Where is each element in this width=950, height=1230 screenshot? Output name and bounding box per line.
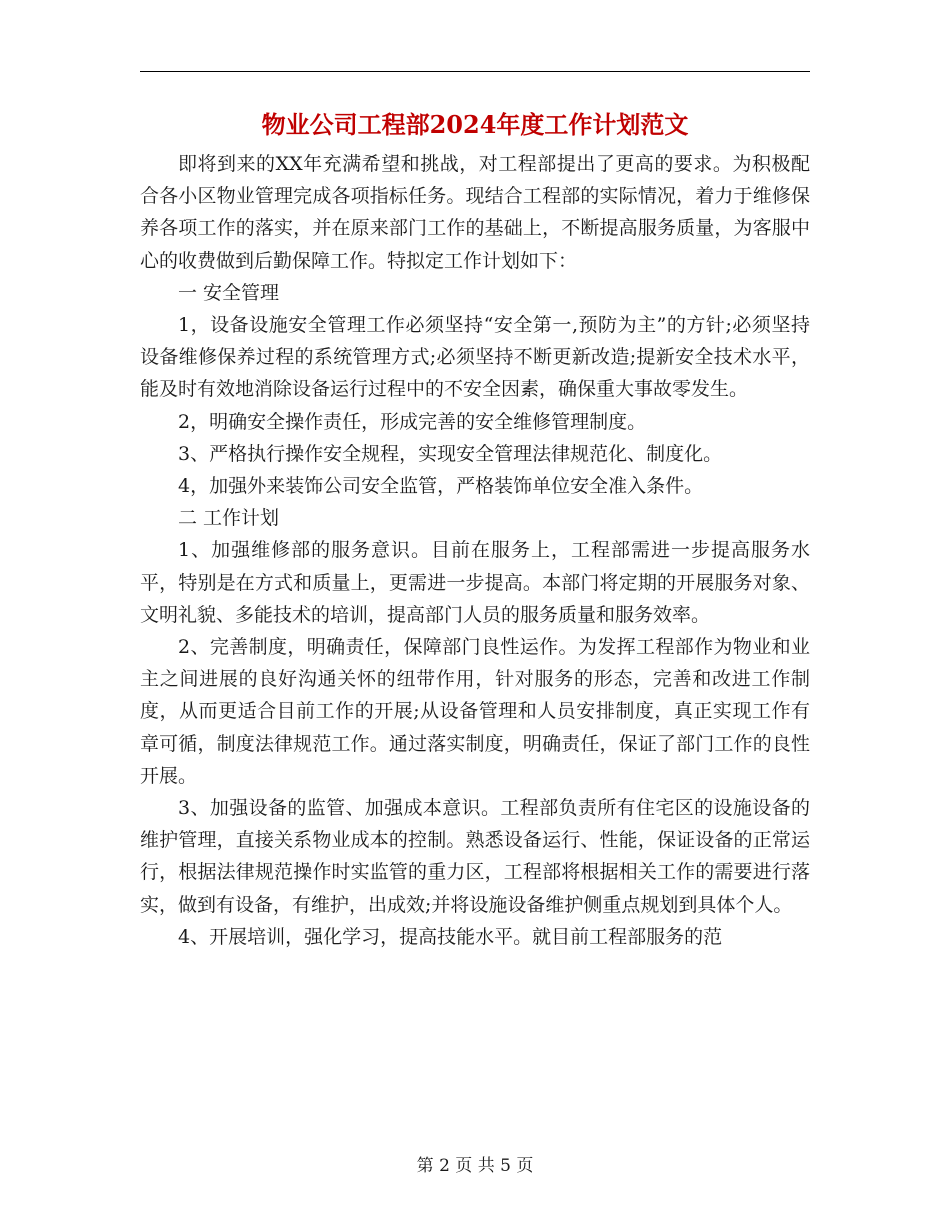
- section-heading-plan: 二 工作计划: [178, 507, 280, 530]
- paragraph-plan-3: 3、加强设备的监管、加强成本意识。工程部负责所有住宅区的设施设备的维护管理，直接关系物业成本的控制。熟悉设备运行、性能，保证设备的正常运行，根据法律规范操作时实监管的重力区，工程部将根据相关工作的需要进行落实，做到有设备，有维护，出成效;并将设施设备维护侧重点规划到具体个人。: [140, 797, 810, 916]
- document-title: 物业公司工程部2024年度工作计划范文: [261, 110, 689, 139]
- paragraph-plan-1: 1、加强维修部的服务意识。目前在服务上，工程部需进一步提高服务水平，特别是在方式和质量上，更需进一步提高。本部门将定期的开展服务对象、文明礼貌、多能技术的培训，提高部门人员的服务质量和服务效率。: [140, 539, 810, 626]
- paragraph-safety-1: 1，设备设施安全管理工作必须坚持“安全第一,预防为主”的方针;必须坚持设备维修保养过程的系统管理方式;必须坚持不断更新改造;提新安全技术水平，能及时有效地消除设备运行过程中的不安全因素，确保重大事故零发生。: [140, 314, 810, 401]
- paragraph-plan-2: 2、完善制度，明确责任，保障部门良性运作。为发挥工程部作为物业和业主之间进展的良好沟通关怀的纽带作用，针对服务的形态，完善和改进工作制度，从而更适合目前工作的开展;从设备管理和人员安排制度，真正实现工作有章可循，制度法律规范工作。通过落实制度，明确责任，保证了部门工作的良性开展。: [140, 636, 810, 787]
- paragraph-safety-4: 4，加强外来装饰公司安全监管，严格装饰单位安全准入条件。: [178, 475, 704, 498]
- paragraph-intro: 即将到来的XX年充满希望和挑战，对工程部提出了更高的要求。为积极配合各小区物业管理完成各项指标任务。现结合工程部的实际情况，着力于维修保养各项工作的落实，并在原来部门工作的基础上，不断提高服务质量，为客服中心的收费做到后勤保障工作。特拟定工作计划如下：: [140, 153, 810, 272]
- document-body: [140, 148, 810, 953]
- header-rule: [140, 71, 810, 72]
- page-footer: 第 2 页 共 5 页: [416, 1156, 534, 1176]
- paragraph-plan-4: 4、开展培训，强化学习，提高技能水平。就目前工程部服务的范: [178, 925, 723, 948]
- paragraph-safety-3: 3、严格执行操作安全规程，实现安全管理法律规范化、制度化。: [178, 442, 723, 465]
- section-heading-safety: 一 安全管理: [178, 281, 280, 304]
- paragraph-safety-2: 2，明确安全操作责任，形成完善的安全维修管理制度。: [178, 410, 647, 433]
